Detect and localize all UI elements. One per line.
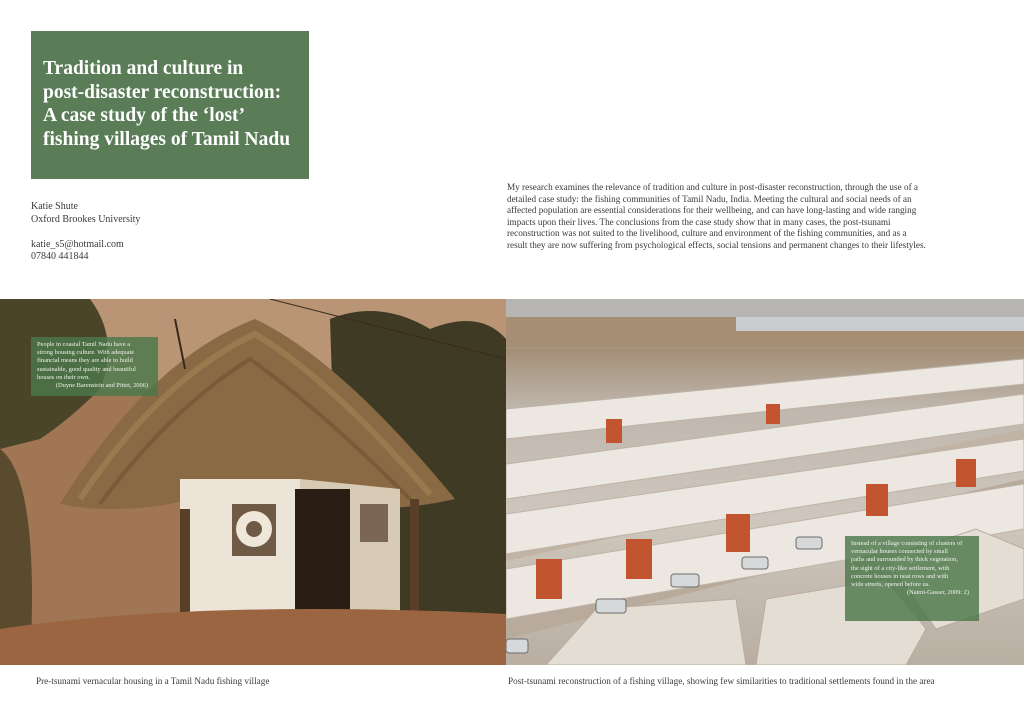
- abstract: [507, 182, 977, 252]
- quote-citation: (Naimi-Gasser, 2009: 2): [906, 589, 969, 597]
- caption-right: Post-tsunami reconstruction of a fishing village, showing few similarities to traditional settlements found in the area: [508, 676, 935, 686]
- title-line: fishing villages of Tamil Nadu: [43, 128, 291, 150]
- abstract-line: impacts upon their lives. The conclusions from the case study show that in many cases, the post-tsunami: [507, 216, 891, 227]
- quote-line: wide streets, opened before us.: [851, 581, 930, 589]
- quote-box-left: [31, 337, 158, 396]
- quote-citation: (Duyne Barenstein and Pittet, 2006): [55, 382, 148, 390]
- quote-line: paths and surrounded by thick vegetation,: [851, 556, 958, 564]
- author-block: [31, 201, 140, 264]
- quote-line: vernacular houses connected by small: [851, 548, 948, 556]
- poster-title: [43, 57, 299, 151]
- quote-line: strong housing culture. With adequate: [37, 349, 135, 357]
- quote-line: Instead of a village consisting of clusters of: [851, 540, 963, 547]
- abstract-line: reconstruction was not suited to the livelihood, culture and environment of the fishing communities, and as a: [507, 228, 907, 239]
- abstract-line: My research examines the relevance of tradition and culture in post-disaster reconstruction, through the use of a: [507, 182, 918, 192]
- abstract-line: detailed case study: the fishing communities of Tamil Nadu, India. Meeting the cultural and social needs of an: [507, 193, 912, 204]
- quote-line: houses on their own.: [37, 373, 90, 381]
- quote-box-right: [845, 536, 979, 621]
- author-affiliation: Oxford Brookes University: [31, 213, 141, 225]
- lattice-window: [232, 504, 276, 556]
- quote-line: concrete houses in neat rows and with: [851, 572, 949, 580]
- title-line: post-disaster reconstruction:: [43, 81, 282, 103]
- quote-line: financial means they are able to build: [37, 357, 133, 365]
- title-box: [31, 31, 309, 179]
- title-line: Tradition and culture in: [43, 58, 244, 79]
- author-name: Katie Shute: [31, 201, 78, 212]
- caption-left: Pre-tsunami vernacular housing in a Tamil Nadu fishing village: [36, 676, 270, 686]
- quote-line: the sight of a city-like settlement, with: [851, 564, 950, 572]
- quote-line: People in coastal Tamil Nadu have a: [37, 341, 131, 348]
- abstract-line: result they are now suffering from psychological effects, social tensions and permanent changes to their lifestyles.: [507, 239, 926, 250]
- abstract-line: affected population are essential considerations for their wellbeing, and can have long-lasting and wide ranging: [507, 205, 917, 216]
- quote-line: sustainable, good quality and beautiful: [37, 365, 136, 373]
- title-line: A case study of the ‘lost’: [43, 105, 246, 126]
- author-phone: 07840 441844: [31, 251, 89, 262]
- author-email: katie_s5@hotmail.com: [31, 238, 124, 250]
